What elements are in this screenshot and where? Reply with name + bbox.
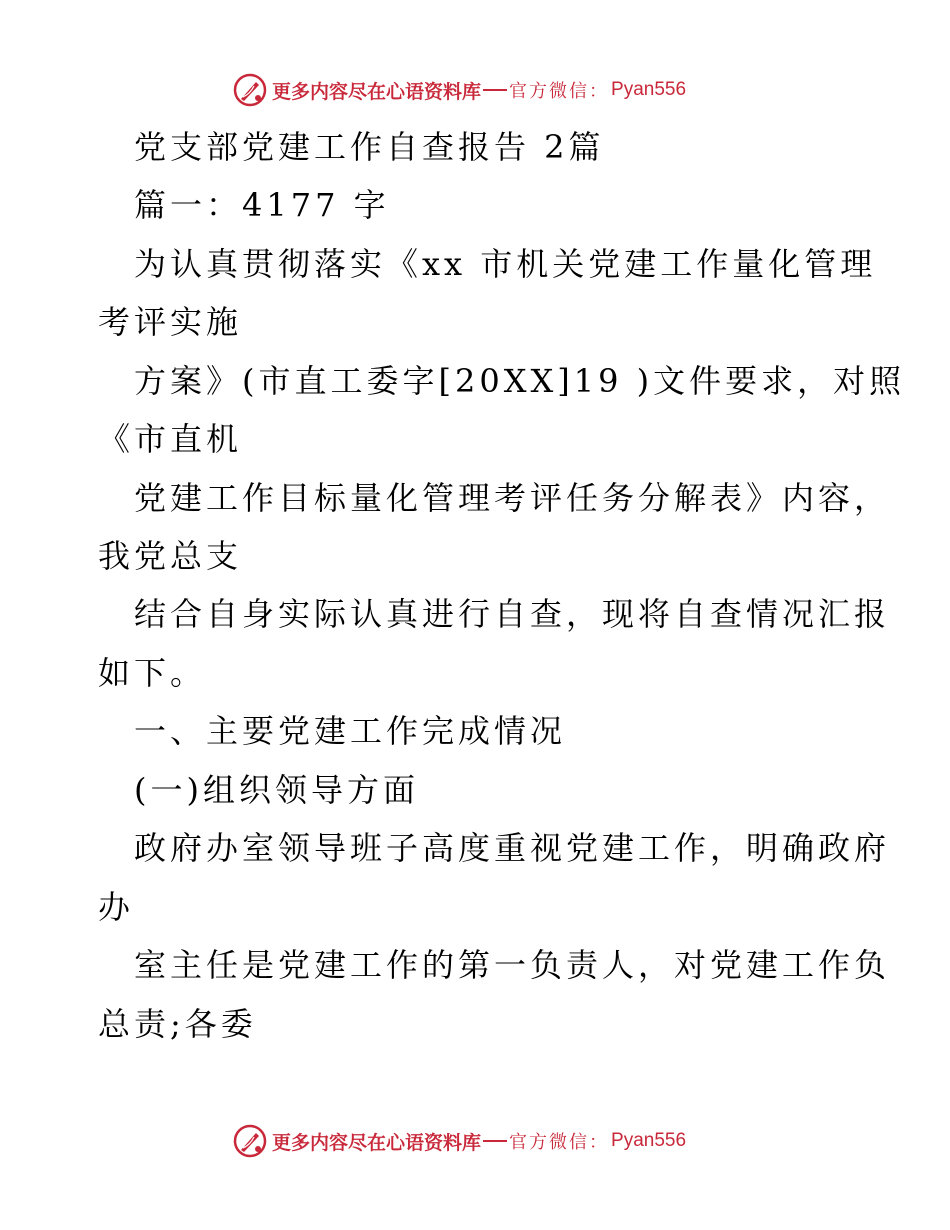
site-name: 更多内容尽在心语资料库 [272, 80, 482, 103]
wechat-id: Pyan556 [611, 79, 687, 100]
paragraph-line: 总责;各委 [98, 1005, 257, 1043]
paragraph-line: 政府办室领导班子高度重视党建工作，明确政府 [134, 829, 891, 867]
section-heading: 一、主要党建工作完成情况 [134, 712, 567, 750]
paragraph-line: 考评实施 [98, 303, 243, 341]
paragraph-line: 如下。 [98, 654, 207, 692]
banner-dash [483, 1140, 507, 1142]
feather-pen-seal-icon [232, 72, 268, 108]
paragraph-line: 室主任是党建工作的第一负责人，对党建工作负 [134, 946, 891, 984]
paragraph-line: 党建工作目标量化管理考评任务分解表》内容， [134, 479, 891, 517]
contact-label: 官方微信： [509, 81, 610, 102]
paragraph-line: 方案》(市直工委字[20XX]19 )文件要求，对照 [134, 362, 906, 400]
footer-watermark [232, 1121, 686, 1161]
paragraph-line: 《市直机 [98, 420, 243, 458]
banner-dash [483, 89, 507, 91]
subsection-heading: (一)组织领导方面 [134, 771, 419, 809]
paragraph-line: 办 [98, 888, 135, 926]
feather-pen-seal-icon [232, 1123, 268, 1159]
paragraph-line: 为认真贯彻落实《xx 市机关党建工作量化管理 [134, 245, 877, 283]
header-watermark [232, 70, 686, 110]
contact-label: 官方微信： [509, 1132, 610, 1153]
paragraph-line: 我党总支 [98, 537, 243, 575]
document-title: 党支部党建工作自查报告 2篇 [134, 128, 605, 166]
wechat-id: Pyan556 [611, 1130, 687, 1151]
paragraph-line: 结合自身实际认真进行自查，现将自查情况汇报 [134, 595, 891, 633]
section-heading: 篇一：4177 字 [134, 186, 390, 224]
site-name: 更多内容尽在心语资料库 [272, 1131, 482, 1154]
